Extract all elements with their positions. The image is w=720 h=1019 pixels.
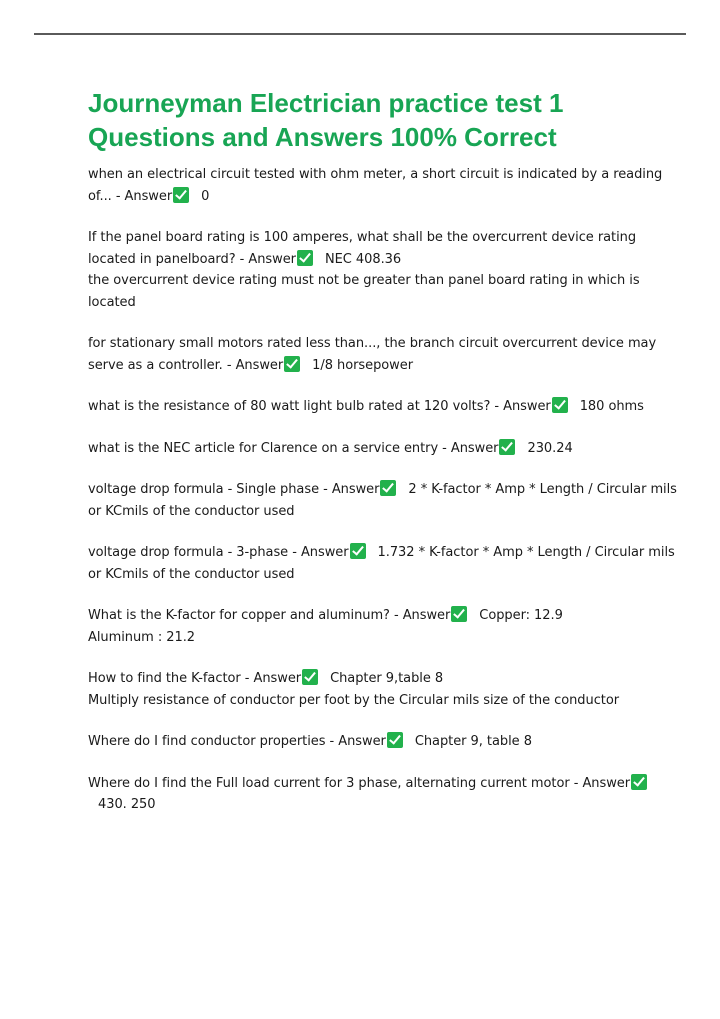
answer-label: - Answer <box>288 545 349 560</box>
answer-extra-text: the overcurrent device rating must not be greater than panel board rating in which is located <box>88 273 640 310</box>
answer-text: 0 <box>201 188 210 204</box>
qa-list <box>88 164 678 816</box>
answer-label: - Answer <box>235 251 296 267</box>
checkmark-icon <box>451 606 467 622</box>
answer-text: 430. 250 <box>98 797 156 812</box>
answer-label: - Answer <box>389 608 451 623</box>
answer-text: 2 * K-factor * Amp * Length / Circular mils or KCmils of the conductor used <box>88 482 677 519</box>
answer-extra-text: Aluminum : 21.2 <box>88 629 196 645</box>
answer-text: Chapter 9, table 8 <box>414 734 532 749</box>
answer-label: - Answer <box>569 775 631 791</box>
qa-item <box>88 438 678 460</box>
title-line-1: Journeyman Electrician practice test 1 <box>88 88 564 118</box>
qa-item <box>88 542 678 585</box>
page-title <box>88 86 678 154</box>
question-text: when an electrical circuit tested with ohm meter, a short circuit is indicated by a reading of... <box>88 167 663 204</box>
answer-label: - Answer <box>490 399 551 414</box>
document-page <box>88 86 678 836</box>
question-text: What is the K-factor for copper and aluminum? <box>88 608 390 623</box>
answer-text: Copper: 12.9 <box>479 608 563 623</box>
question-text: How to find the K-factor <box>88 671 241 686</box>
checkmark-icon <box>499 439 515 455</box>
answer-text: NEC 408.36 <box>324 251 402 267</box>
answer-text: Chapter 9,table 8 <box>330 671 444 686</box>
qa-item <box>88 773 678 816</box>
answer-label: - Answer <box>240 671 302 686</box>
qa-item <box>88 668 678 711</box>
answer-text: 1/8 horsepower <box>312 357 413 373</box>
checkmark-icon <box>387 732 403 748</box>
checkmark-icon <box>173 187 189 203</box>
question-text: Where do I find the Full load current for 3 phase, alternating current motor <box>88 775 570 791</box>
question-text: voltage drop formula - Single phase <box>88 482 320 497</box>
checkmark-icon <box>552 397 568 413</box>
qa-item <box>88 333 678 376</box>
question-text: what is the NEC article for Clarence on a service entry <box>88 440 439 456</box>
question-text: for stationary small motors rated less than..., the branch circuit overcurrent device may serve as a controller. <box>88 336 657 373</box>
checkmark-icon <box>631 774 647 790</box>
answer-text: 230.24 <box>527 440 573 456</box>
title-line-2: Questions and Answers 100% Correct <box>88 122 557 152</box>
answer-label: - Answer <box>325 734 386 749</box>
checkmark-icon <box>302 669 318 685</box>
answer-label: - Answer <box>438 440 499 456</box>
answer-extra-text: Multiply resistance of conductor per foot by the Circular mils size of the conductor <box>88 692 620 708</box>
question-text: Where do I find conductor properties <box>88 734 326 749</box>
answer-label: - Answer <box>222 357 284 373</box>
answer-text: 1.732 * K-factor * Amp * Length / Circular mils or KCmils of the conductor used <box>88 545 675 582</box>
answer-label: - Answer <box>111 188 173 204</box>
question-text: what is the resistance of 80 watt light bulb rated at 120 volts? <box>88 399 491 414</box>
answer-label: - Answer <box>319 482 380 497</box>
qa-item <box>88 164 678 207</box>
qa-item <box>88 396 678 418</box>
qa-item <box>88 227 678 313</box>
qa-item <box>88 605 678 648</box>
question-text: If the panel board rating is 100 amperes, what shall be the overcurrent device rating located in panelboard? <box>88 230 637 267</box>
question-text: voltage drop formula - 3-phase <box>88 545 289 560</box>
qa-item <box>88 479 678 522</box>
checkmark-icon <box>350 543 366 559</box>
checkmark-icon <box>380 480 396 496</box>
top-divider <box>34 33 686 35</box>
qa-item <box>88 731 678 753</box>
answer-text: 180 ohms <box>579 399 644 414</box>
checkmark-icon <box>284 356 300 372</box>
checkmark-icon <box>297 250 313 266</box>
